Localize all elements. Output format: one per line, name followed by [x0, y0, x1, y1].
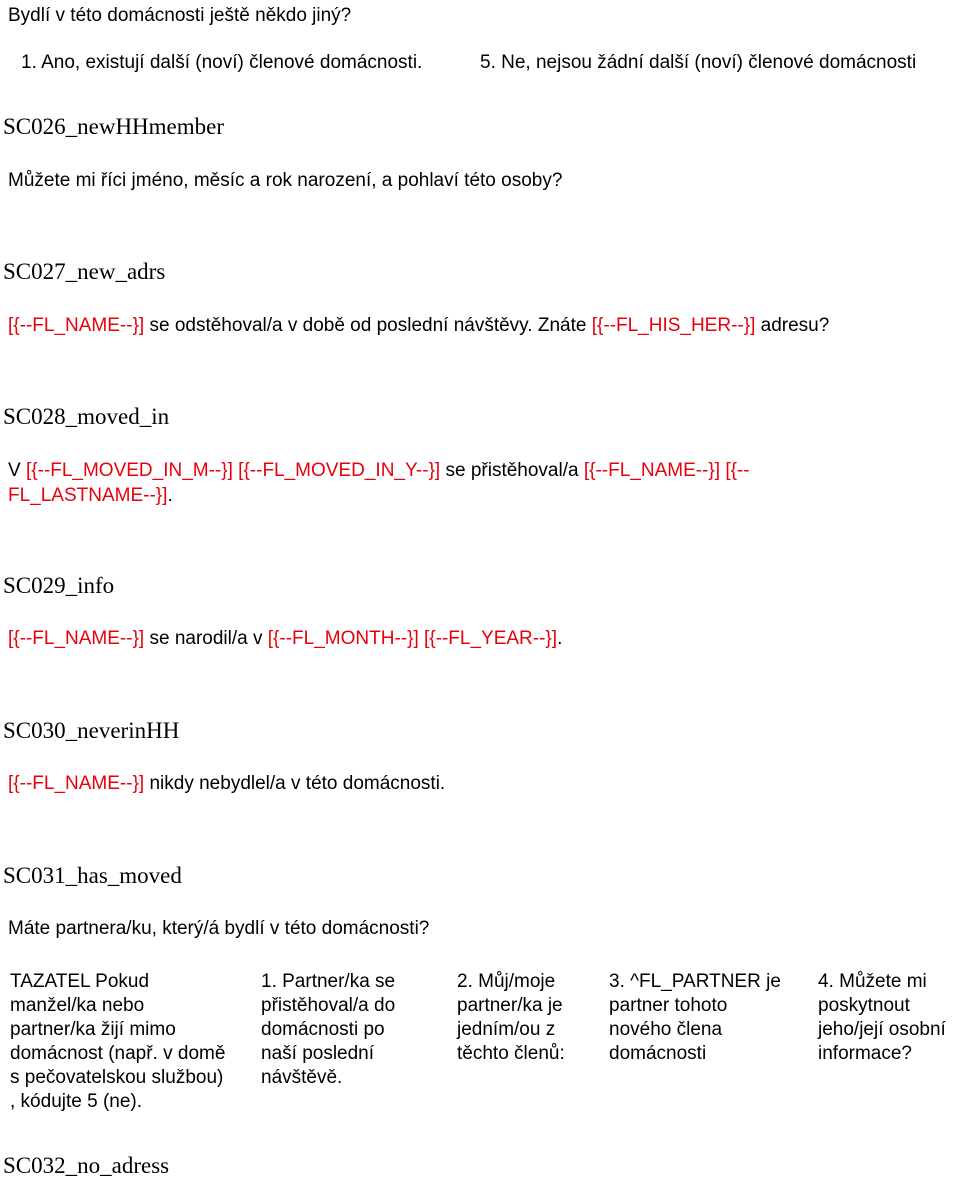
table-cell-line: 4. Můžete mi [818, 971, 927, 992]
table-cell-line: naší poslední [261, 1043, 375, 1064]
sc028-text-line2 [8, 484, 173, 508]
table-cell-line: nového člena [609, 1019, 723, 1040]
table-cell-line: 3. ^FL_PARTNER je [609, 971, 781, 992]
table-cell-line: partner tohoto [609, 995, 728, 1016]
table-cell-line: domácnosti po [261, 1019, 385, 1040]
option-yes: 1. Ano, existují další (noví) členové domácnosti. [21, 52, 423, 73]
table-cell-interviewer-note [10, 970, 225, 1114]
fill-moved-in: [{--FL_MOVED_IN_M--}] [{--FL_MOVED_IN_Y--}] [25, 460, 441, 481]
table-cell-line: , kódujte 5 (ne). [10, 1091, 143, 1112]
sc026-text: Můžete mi říci jméno, měsíc a rok narození, a pohlaví této osoby? [8, 170, 563, 191]
section-title-sc026: SC026_newHHmember [3, 114, 225, 139]
section-title-sc029: SC029_info [3, 573, 115, 598]
table-cell-line: TAZATEL Pokud [10, 971, 150, 992]
section-title-sc031: SC031_has_moved [3, 863, 182, 888]
sc027-text-a: se odstěhoval/a v době od poslední návštěvy. Znáte [144, 315, 592, 336]
table-cell-line: jeho/její osobní [818, 1019, 946, 1040]
table-cell-option-3 [609, 970, 781, 1066]
table-cell-line: jedním/ou z [457, 1019, 556, 1040]
section-title-sc028: SC028_moved_in [3, 404, 170, 429]
sc029-text-a: se narodil/a v [144, 628, 268, 649]
table-cell-line: manžel/ka nebo [10, 995, 145, 1016]
table-cell-line: s pečovatelskou službou) [10, 1067, 224, 1088]
section-title-sc027: SC027_new_adrs [3, 259, 166, 284]
table-cell-line: 1. Partner/ka se [261, 971, 396, 992]
sc027-text [8, 314, 829, 338]
option-no: 5. Ne, nejsou žádní další (noví) členové domácnosti [480, 52, 917, 73]
table-cell-line: domácnosti [609, 1043, 707, 1064]
sc028-text-b: se přistěhoval/a [440, 460, 584, 481]
section-title-sc032: SC032_no_adress [3, 1153, 170, 1178]
table-cell-line: návštěvě. [261, 1067, 343, 1088]
section-title-sc030: SC030_neverinHH [3, 718, 180, 743]
sc028-text-line1 [8, 459, 750, 483]
sc028-text-c: . [167, 485, 173, 506]
table-cell-line: domácnost (např. v domě [10, 1043, 226, 1064]
fill-name: [{--FL_NAME--}] [8, 315, 145, 336]
sc029-text-b: . [557, 628, 563, 649]
fill-his-her: [{--FL_HIS_HER--}] [591, 315, 756, 336]
table-cell-line: těchto členů: [457, 1043, 565, 1064]
table-cell-line: poskytnout [818, 995, 910, 1016]
table-cell-option-1 [261, 970, 395, 1090]
fill-name: [{--FL_NAME--}] [8, 773, 145, 794]
sc030-text-a: nikdy nebydlel/a v této domácnosti. [144, 773, 446, 794]
table-cell-option-4 [818, 970, 946, 1066]
table-cell-line: přistěhoval/a do [261, 995, 396, 1016]
fill-month-year: [{--FL_MONTH--}] [{--FL_YEAR--}] [267, 628, 558, 649]
table-cell-line: informace? [818, 1043, 912, 1064]
sc031-text: Máte partnera/ku, který/á bydlí v této domácnosti? [8, 918, 430, 939]
table-cell-line: partner/ka žijí mimo [10, 1019, 176, 1040]
table-cell-option-2 [457, 970, 565, 1066]
fill-name: [{--FL_NAME--}] [{-- [583, 460, 750, 481]
sc027-text-b: adresu? [755, 315, 830, 336]
table-cell-line: 2. Můj/moje [457, 971, 556, 992]
fill-lastname: FL_LASTNAME--}] [8, 485, 168, 506]
sc030-text [8, 772, 445, 796]
question-household: Bydlí v této domácnosti ještě někdo jiný? [8, 5, 352, 26]
sc029-text [8, 627, 562, 651]
fill-name: [{--FL_NAME--}] [8, 628, 145, 649]
table-cell-line: partner/ka je [457, 995, 563, 1016]
sc028-text-a: V [8, 460, 26, 481]
